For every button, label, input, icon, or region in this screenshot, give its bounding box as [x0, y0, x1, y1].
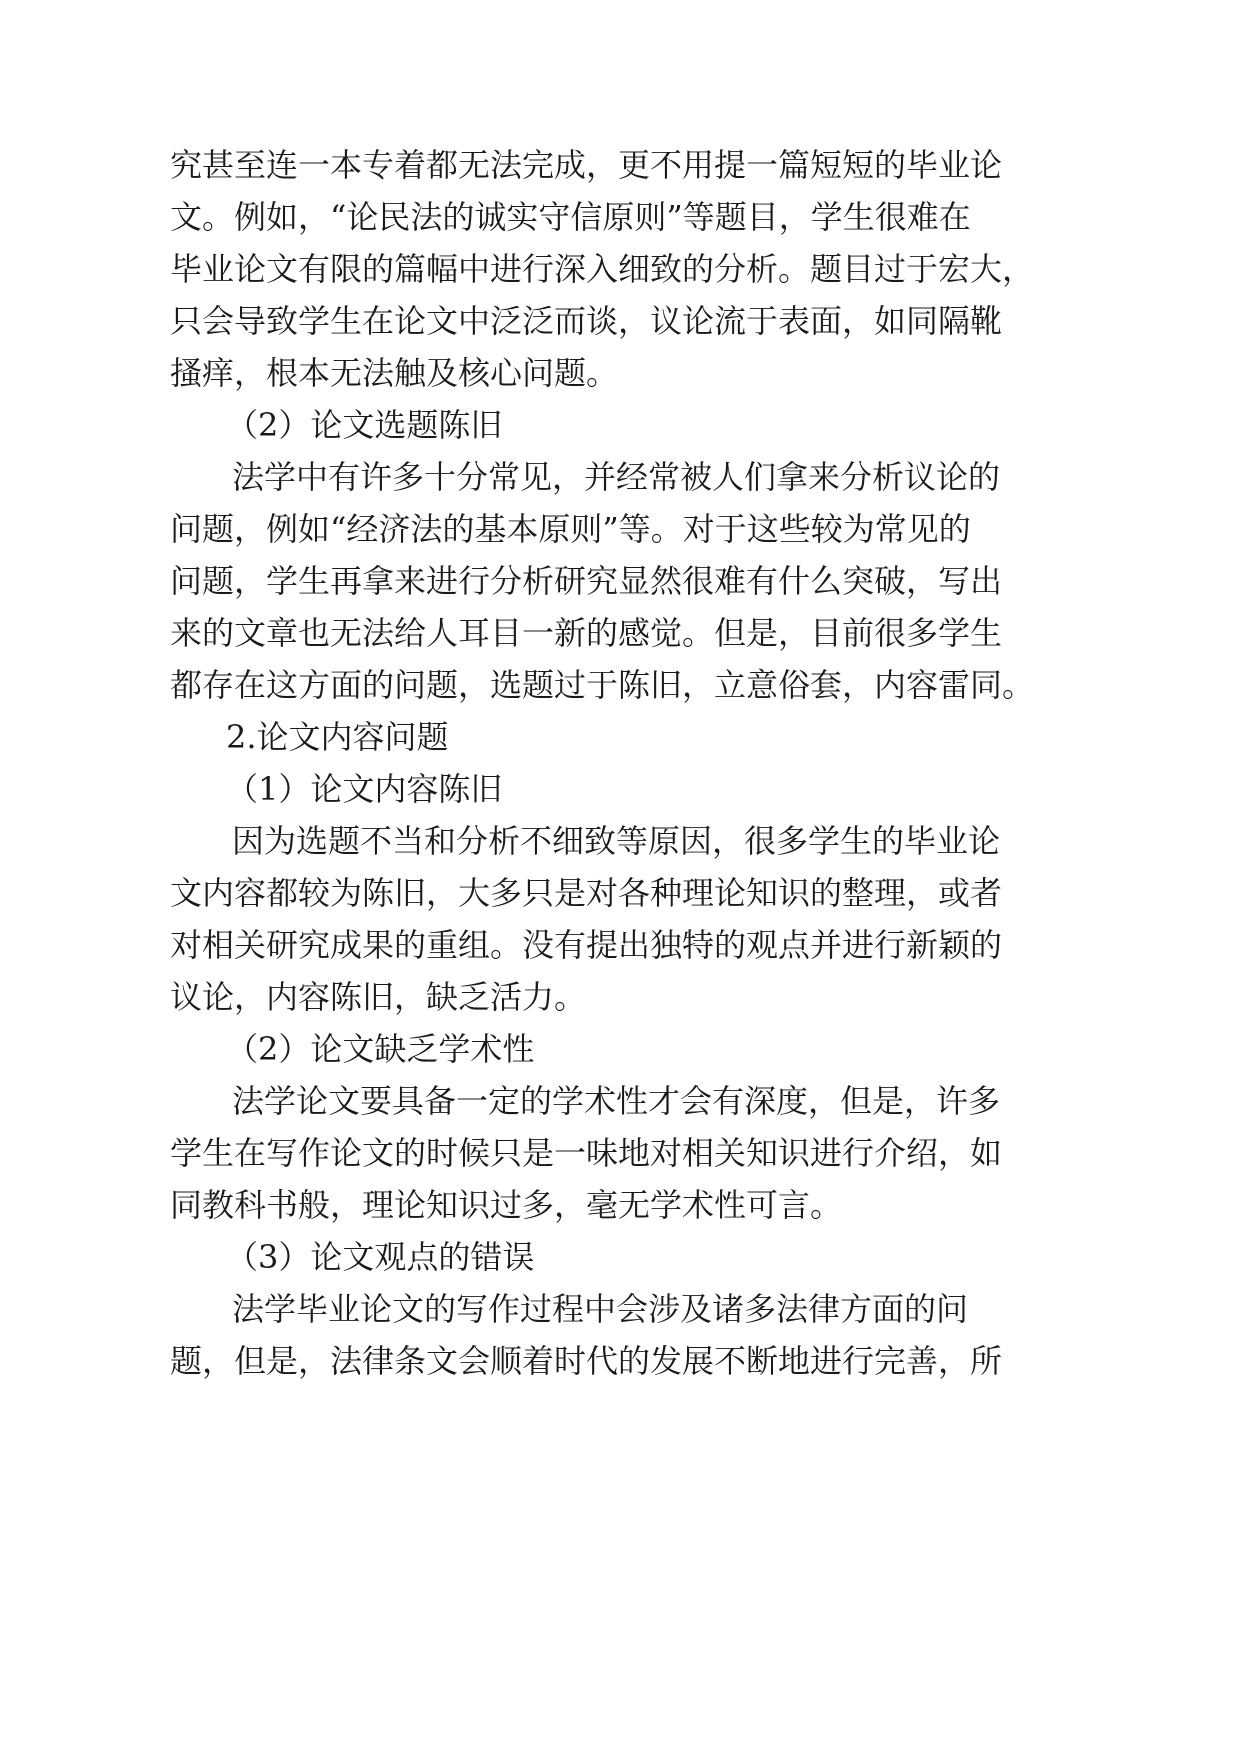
subheading: （2）论文缺乏学术性 [226, 1030, 535, 1068]
paragraph-line: 文内容都较为陈旧，大多只是对各种理论知识的整理，或者 [170, 874, 1003, 912]
subheading: （2）论文选题陈旧 [226, 406, 503, 444]
paragraph-line: 对相关研究成果的重组。没有提出独特的观点并进行新颖的 [170, 926, 1003, 964]
paragraph-line: 只会导致学生在论文中泛泛而谈，议论流于表面，如同隔靴 [170, 302, 1003, 340]
paragraph-line: 搔痒，根本无法触及核心问题。 [170, 354, 619, 392]
paragraph-line: 学生在写作论文的时候只是一味地对相关知识进行介绍，如 [170, 1134, 1003, 1172]
section-heading: 2.论文内容问题 [226, 718, 449, 756]
subheading: （1）论文内容陈旧 [226, 770, 503, 808]
paragraph-line: 都存在这方面的问题，选题过于陈旧，立意俗套，内容雷同。 [170, 666, 1035, 704]
paragraph-line: 同教科书般，理论知识过多，毫无学术性可言。 [170, 1186, 843, 1224]
paragraph-line: 因为选题不当和分析不细致等原因，很多学生的毕业论 [232, 822, 1001, 860]
paragraph-line: 问题，例如“经济法的基本原则”等。对于这些较为常见的 [170, 510, 971, 548]
paragraph-line: 法学中有许多十分常见，并经常被人们拿来分析议论的 [232, 458, 1001, 496]
paragraph-line: 法学毕业论文的写作过程中会涉及诸多法律方面的问 [232, 1290, 969, 1328]
paragraph-line: 题，但是，法律条文会顺着时代的发展不断地进行完善，所 [170, 1342, 1003, 1380]
paragraph-line: 来的文章也无法给人耳目一新的感觉。但是，目前很多学生 [170, 614, 1003, 652]
paragraph-line: 毕业论文有限的篇幅中进行深入细致的分析。题目过于宏大， [170, 250, 1035, 288]
paragraph-line: 文。例如，“论民法的诚实守信原则”等题目，学生很难在 [170, 198, 971, 236]
paragraph-line: 议论，内容陈旧，缺乏活力。 [170, 978, 587, 1016]
paragraph-line: 法学论文要具备一定的学术性才会有深度，但是，许多 [232, 1082, 1001, 1120]
subheading: （3）论文观点的错误 [226, 1238, 535, 1276]
paragraph-line: 问题，学生再拿来进行分析研究显然很难有什么突破，写出 [170, 562, 1003, 600]
paragraph-line: 究甚至连一本专着都无法完成，更不用提一篇短短的毕业论 [170, 146, 1003, 184]
